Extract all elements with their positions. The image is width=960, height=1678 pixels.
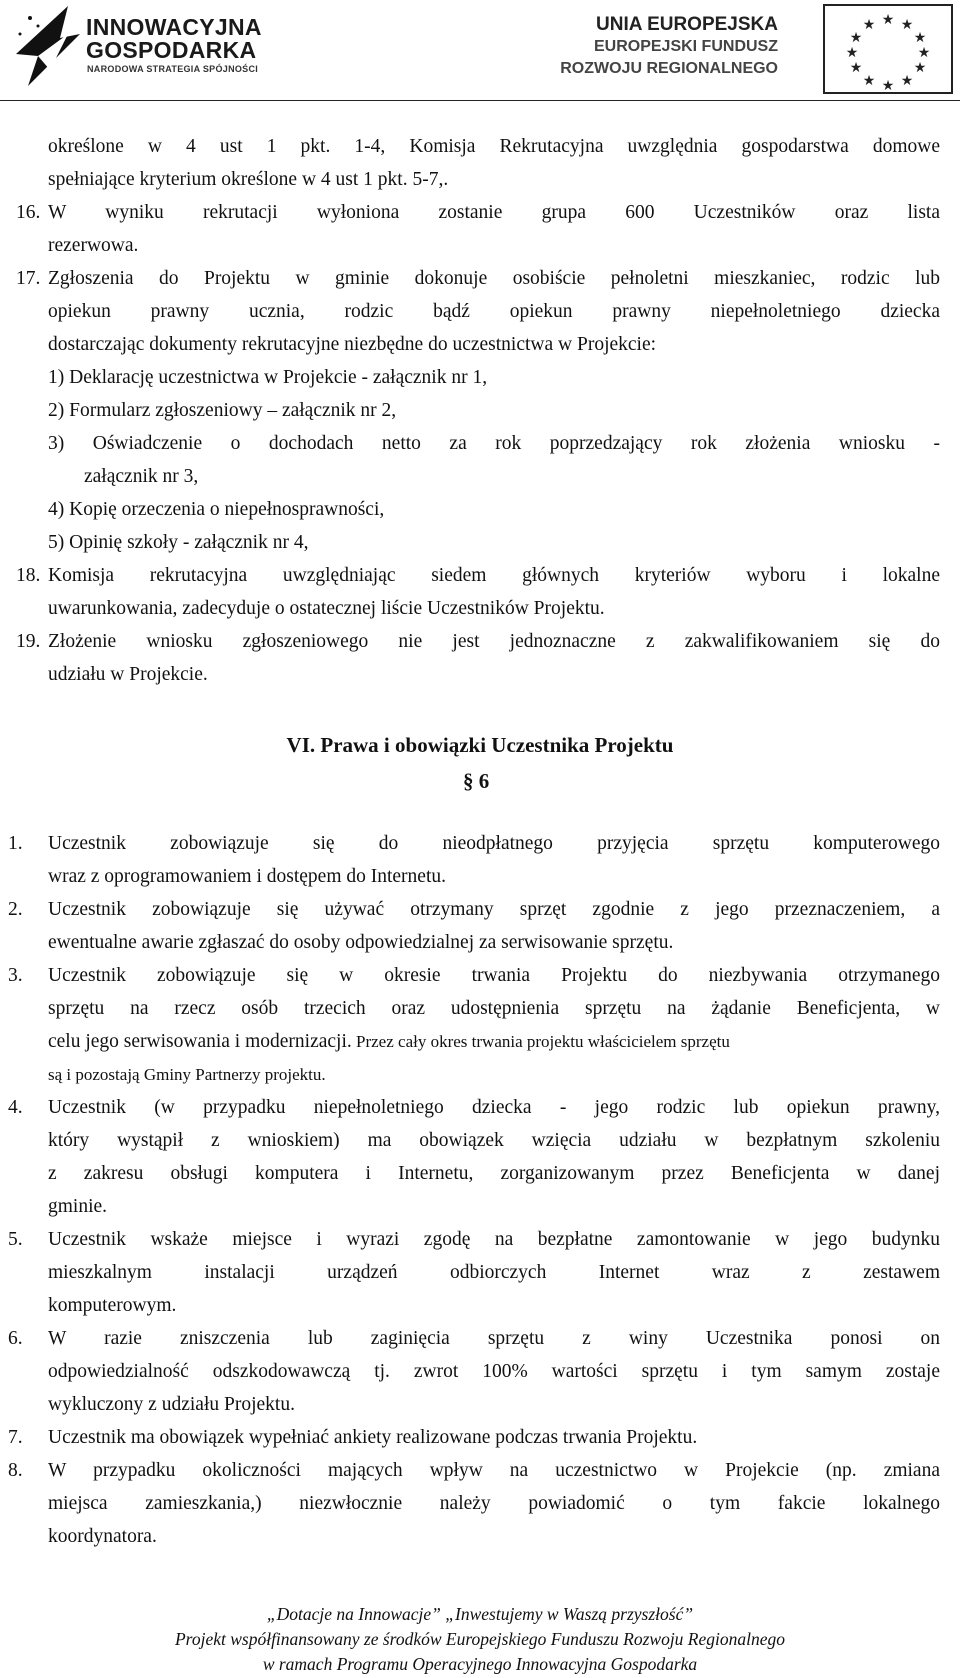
item4-number: 4. [8,1097,23,1118]
svg-text:★: ★ [862,18,876,33]
p16-line2: rezerwowa. [48,235,139,256]
p18-number: 18. [16,565,41,586]
item2-line1: Uczestnik zobowiązuje się używać otrzymany sprzęt zgodnie z jego przeznaczeniem, a [48,899,940,920]
item5-line3: komputerowym. [48,1295,177,1316]
item7-number: 7. [8,1427,23,1448]
item4-line2: który wystąpił z wnioskiem) ma obowiązek wzięcia udziału w bezpłatnym szkoleniu [48,1130,940,1151]
ue-line2: EUROPEJSKI FUNDUSZ [593,38,778,55]
ue-line1: UNIA EUROPEJSKA [596,14,778,35]
item3-line3a: celu jego serwisowania i modernizacji. [48,1031,352,1052]
p16-number: 16. [16,202,41,223]
p19-number: 19. [16,631,41,652]
svg-text:★: ★ [900,18,914,33]
svg-text:★: ★ [881,13,895,28]
svg-text:★: ★ [881,79,895,94]
p17-item3b: załącznik nr 3, [84,466,199,487]
p15-line1: określone w 4 ust 1 pkt. 1-4, Komisja Rekrutacyjna uwzględnia gospodarstwa domowe [48,136,940,157]
p16-line1: W wyniku rekrutacji wyłoniona zostanie grupa 600 Uczestników oraz lista [48,202,940,223]
item1-number: 1. [8,833,23,854]
footer-line3: w ramach Programu Operacyjnego Innowacyjna Gospodarka [262,1654,698,1674]
item2-line2: ewentualne awarie zgłaszać do osoby odpowiedzialnej za serwisowanie sprzętu. [48,932,674,953]
item6-line3: wykluczony z udziału Projektu. [48,1394,295,1415]
p18-line1: Komisja rekrutacyjna uwzględniając siedem głównych kryteriów wyboru i lokalne [48,565,940,586]
p17-line2: opiekun prawny ucznia, rodzic bądź opiekun prawny niepełnoletniego dziecka [48,301,940,322]
svg-text:★: ★ [849,31,863,46]
svg-text:★: ★ [862,74,876,89]
page-footer [0,1602,960,1677]
item8-line1: W przypadku okoliczności mających wpływ na uczestnictwo w Projekcie (np. zmiana [48,1460,940,1481]
section-heading: VI. Prawa i obowiązki Uczestnika Projektu [286,733,674,757]
item3-line4: są i pozostają Gminy Partnerzy projektu. [48,1065,326,1084]
item3-line3 [48,1025,960,1058]
item6-line1: W razie zniszczenia lub zaginięcia sprzętu z winy Uczestnika ponosi on [48,1328,940,1349]
item3-line2: sprzętu na rzecz osób trzecich oraz udostępnienia sprzętu na żądanie Beneficjenta, w [48,998,940,1019]
p17-item3a: 3) Oświadczenie o dochodach netto za rok poprzedzający rok złożenia wniosku - [48,433,940,454]
item8-line3: koordynatora. [48,1526,157,1547]
section-number-value: 6 [478,769,490,793]
ig-logo-text [86,16,262,62]
ig-line1: INNOWACYJNA [86,14,262,40]
ue-line3: ROZWOJU REGIONALNEGO [560,60,778,77]
item3-number: 3. [8,965,23,986]
eu-flag-icon [823,4,953,94]
item8-line2: miejsca zamieszkania,) niezwłocznie należy powiadomić o tym fakcie lokalnego [48,1493,940,1514]
item4-line3: z zakresu obsługi komputera i Internetu, zorganizowanym przez Beneficjenta w danej [48,1163,940,1184]
p19-line1: Złożenie wniosku zgłoszeniowego nie jest jednoznaczne z zakwalifikowaniem się do [48,631,940,652]
footer-line1: „Dotacje na Innowacje” „Inwestujemy w Waszą przyszłość” [266,1604,694,1624]
svg-text:★: ★ [917,46,931,61]
item4-line1: Uczestnik (w przypadku niepełnoletniego dziecka - jego rodzic lub opiekun prawny, [48,1097,940,1118]
item5-line2: mieszkalnym instalacji urządzeń odbiorczych Internet wraz z zestawem [48,1262,940,1283]
ue-logo-text [560,14,778,80]
item6-number: 6. [8,1328,23,1349]
item8-number: 8. [8,1460,23,1481]
section-sign-icon: § [463,769,479,793]
item3-line1: Uczestnik zobowiązuje się w okresie trwania Projektu do niezbywania otrzymanego [48,965,940,986]
p17-number: 17. [16,268,41,289]
p17-line3: dostarczając dokumenty rekrutacyjne niezbędne do uczestnictwa w Projekcie: [48,334,657,355]
p15-line2: spełniające kryterium określone w 4 ust 1 pkt. 5-7,. [48,169,449,190]
svg-text:★: ★ [849,61,863,76]
item5-line1: Uczestnik wskaże miejsce i wyrazi zgodę na bezpłatne zamontowanie w jego budynku [48,1229,940,1250]
svg-text:★: ★ [913,31,927,46]
p19-line2: udziału w Projekcie. [48,664,208,685]
ig-line2: GOSPODARKA [86,37,257,63]
item4-line4: gminie. [48,1196,108,1217]
svg-text:★: ★ [845,46,859,61]
item6-line2: odpowiedzialność odszkodowawczą tj. zwrot 100% wartości sprzętu i tym samym zostaje [48,1361,940,1382]
item2-number: 2. [8,899,23,920]
item5-number: 5. [8,1229,23,1250]
footer-line2: Projekt współfinansowany ze środków Europejskiego Funduszu Rozwoju Regionalnego [174,1629,786,1649]
p17-line1: Zgłoszenia do Projektu w gminie dokonuje osobiście pełnoletni mieszkaniec, rodzic lub [48,268,940,289]
p17-item5: 5) Opinię szkoły - załącznik nr 4, [48,532,309,553]
svg-text:★: ★ [913,61,927,76]
item1-line2: wraz z oprogramowaniem i dostępem do Internetu. [48,866,446,887]
p17-item4: 4) Kopię orzeczenia o niepełnosprawności, [48,499,385,520]
section-number [463,765,489,798]
p18-line2: uwarunkowania, zadecyduje o ostatecznej liście Uczestników Projektu. [48,598,605,619]
item1-line1: Uczestnik zobowiązuje się do nieodpłatnego przyjęcia sprzętu komputerowego [48,833,940,854]
p17-item2: 2) Formularz zgłoszeniowy – załącznik nr 2, [48,400,397,421]
p17-item1: 1) Deklarację uczestnictwa w Projekcie - załącznik nr 1, [48,367,488,388]
svg-text:★: ★ [900,74,914,89]
page-header [0,0,960,101]
ig-subtitle: NARODOWA STRATEGIA SPÓJNOŚCI [87,64,259,74]
item3-line3b: Przez cały okres trwania projektu właścicielem sprzętu [351,1032,730,1051]
item7-line1: Uczestnik ma obowiązek wypełniać ankiety realizowane podczas trwania Projektu. [48,1427,698,1448]
